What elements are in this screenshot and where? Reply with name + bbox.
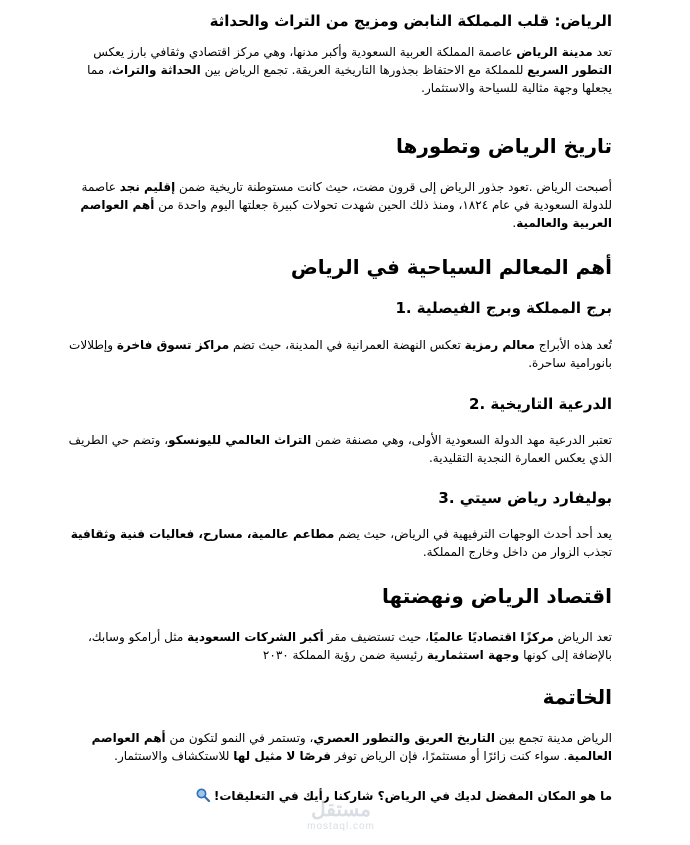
text: ، وتستمر في النمو لتكون من (165, 731, 314, 745)
bold-text: التاريخ العريق والتطور العصري (313, 731, 495, 745)
landmark-heading-3: بوليفارد رياض سيتي .3 (438, 489, 612, 507)
bold-text: مطاعم عالمية، مسارح، فعاليات فنية وثقافية (70, 527, 335, 541)
text: عاصمة للدولة السعودية في عام ١٨٢٤، ومنذ ذلك الحين شهدت تحولات كبيرة جعلتها اليوم واحدة من (81, 180, 612, 212)
text: الرياض مدينة تجمع بين (495, 731, 612, 745)
landmark-heading-2: الدرعية التاريخية .2 (469, 395, 612, 413)
landmark-paragraph-2 (60, 431, 612, 467)
bold-text: أهم العواصم العربية والعالمية (80, 198, 612, 230)
text: تعد الرياض (553, 630, 612, 644)
landmark-paragraph-1 (60, 336, 612, 372)
text: تعد (592, 45, 612, 59)
mostaql-watermark-logo (296, 799, 386, 839)
question-text: ما هو المكان المفضل لديك في الرياض؟ شاركنا رأيك في التعليقات! (213, 789, 612, 803)
bold-text: التراث العالمي لليونسكو (168, 433, 312, 447)
text: ، حيث تستضيف مقر (323, 630, 429, 644)
landmark-heading-1: برج المملكة وبرج الفيصلية .1 (395, 299, 612, 317)
bold-text: إقليم نجد (119, 180, 176, 194)
magnifier-icon (196, 788, 210, 802)
text: للاستكشاف والاستثمار. (114, 749, 234, 763)
text: ، وتضم حي الطريف الذي يعكس العمارة النجدية التقليدية. (68, 433, 612, 465)
text: رئيسية ضمن رؤية المملكة ٢٠٣٠ (262, 648, 427, 662)
bold-text: مركزًا اقتصاديًا عالميًا (428, 630, 554, 644)
text: تعتبر الدرعية مهد الدولة السعودية الأولى، وهي مصنفة ضمن (311, 433, 612, 447)
bold-text: أهم العواصم العالمية (91, 731, 612, 763)
text: ، مما يجعلها وجهة مثالية للسياحة والاستثمار. (87, 63, 612, 95)
text: تعكس النهضة العمرانية في المدينة، حيث تضم (229, 338, 465, 352)
text: للمملكة مع الاحتفاظ بجذورها التاريخية العريقة. تجمع الرياض بين (200, 63, 528, 77)
bold-text: الحداثة والتراث (111, 63, 201, 77)
bold-text: أكبر الشركات السعودية (187, 630, 324, 644)
history-heading: تاريخ الرياض وتطورها (396, 134, 612, 158)
text: تُعد هذه الأبراج (534, 338, 612, 352)
bold-text: وجهة استثمارية (426, 648, 520, 662)
text: . سواء كنت زائرًا أو مستثمرًا، فإن الرياض توفر (330, 749, 568, 763)
conclusion-heading: الخاتمة (542, 685, 612, 709)
page-title: الرياض: قلب المملكة النابض ومزيج من التراث والحداثة (209, 12, 612, 30)
watermark-latin: mostaql.com (307, 821, 375, 832)
text: عاصمة المملكة العربية السعودية وأكبر مدنها، وهي مركز اقتصادي وثقافي بارز يعكس (93, 45, 517, 59)
bold-text: مدينة الرياض (516, 45, 593, 59)
history-paragraph (60, 178, 612, 232)
text: . (512, 216, 517, 230)
text: مثل أرامكو وسابك، بالإضافة إلى كونها (87, 630, 612, 662)
landmark-paragraph-3 (60, 525, 612, 561)
bold-text: معالم رمزية (464, 338, 535, 352)
bold-text: فرصًا لا مثيل لها (233, 749, 331, 763)
economy-paragraph (60, 628, 612, 664)
bold-text: التطور السريع (527, 63, 612, 77)
text: يعد أحد أحدث الوجهات الترفيهية في الرياض، حيث يضم (334, 527, 612, 541)
conclusion-paragraph (60, 729, 612, 765)
landmarks-heading: أهم المعالم السياحية في الرياض (290, 255, 612, 279)
text: أصبحت الرياض .تعود جذور الرياض إلى قرون مضت، حيث كانت مستوطنة تاريخية ضمن (175, 180, 612, 194)
text: تجذب الزوار من داخل وخارج المملكة. (422, 545, 612, 559)
economy-heading: اقتصاد الرياض ونهضتها (382, 584, 612, 608)
bold-text: مراكز تسوق فاخرة (116, 338, 230, 352)
watermark-arabic: مستقل (311, 799, 371, 821)
intro-paragraph (60, 43, 612, 97)
text: وإطلالات بانورامية ساحرة. (69, 338, 612, 370)
